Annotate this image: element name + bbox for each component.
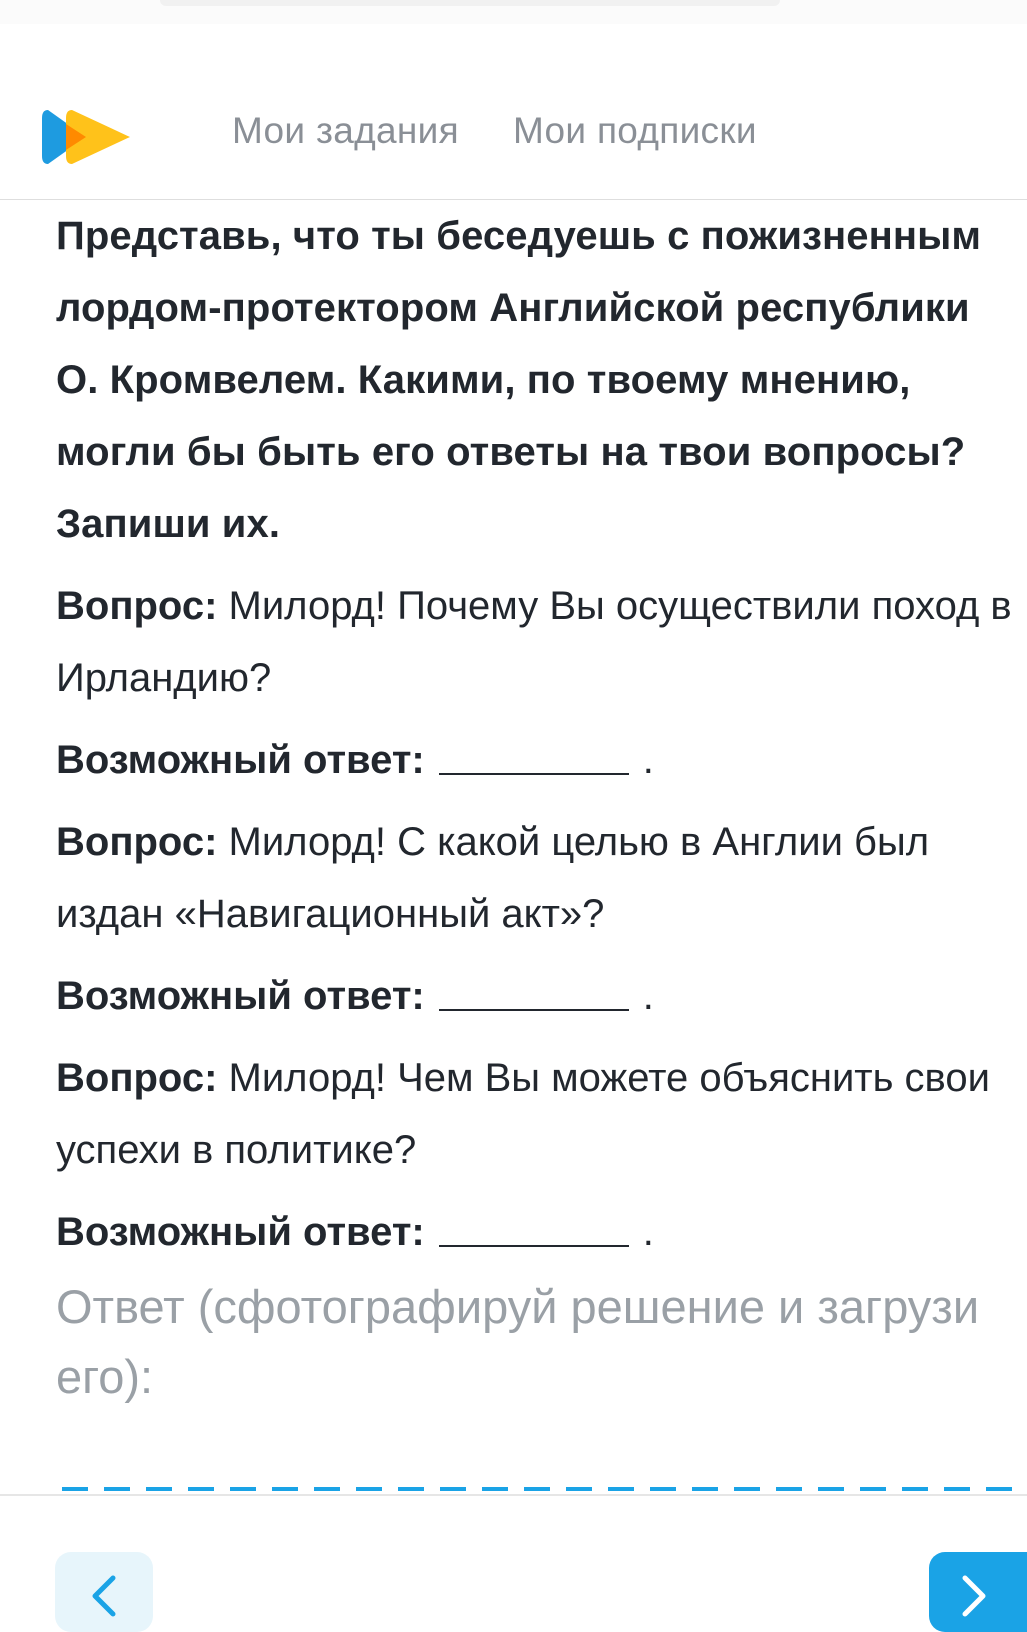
app-logo[interactable] bbox=[42, 106, 134, 168]
question-text: Милорд! Чем Вы можете объяснить свои успехи в политике? bbox=[56, 1056, 990, 1172]
qa-answer-2 bbox=[56, 960, 1016, 1032]
question-label: Вопрос: bbox=[56, 584, 218, 628]
upload-dropzone-border[interactable] bbox=[62, 1483, 1022, 1493]
answer-end: . bbox=[642, 1210, 654, 1254]
app-header bbox=[0, 24, 1027, 200]
answer-end: . bbox=[642, 974, 654, 1018]
footer-divider bbox=[0, 1494, 1027, 1496]
task-question: Представь, что ты беседуешь с пожизненным лордом-протектором Английской республики О. Кромвелем. Какими, по твоему мнению, могли бы быть его ответы на твои вопросы? Запиши их. bbox=[56, 214, 982, 546]
answer-end: . bbox=[642, 738, 654, 782]
answer-upload-hint: Ответ (сфотографируй решение и загрузи его): bbox=[56, 1280, 980, 1403]
question-label: Вопрос: bbox=[56, 1056, 218, 1100]
answer-label: Возможный ответ: bbox=[56, 974, 425, 1018]
answer-blank bbox=[439, 1245, 629, 1247]
qa-question-3 bbox=[56, 1042, 1016, 1186]
qa-question-1 bbox=[56, 570, 1016, 714]
qa-question-2 bbox=[56, 806, 1016, 950]
chevron-right-icon bbox=[929, 1552, 1027, 1632]
address-bar-edge bbox=[160, 0, 780, 6]
answer-blank bbox=[439, 1009, 629, 1011]
prev-button[interactable] bbox=[55, 1552, 153, 1632]
next-button[interactable] bbox=[929, 1552, 1027, 1632]
nav-my-subscriptions[interactable]: Мои подписки bbox=[513, 110, 757, 151]
browser-top-strip bbox=[0, 0, 1027, 25]
question-label: Вопрос: bbox=[56, 820, 218, 864]
nav-my-tasks[interactable]: Мои задания bbox=[232, 110, 459, 151]
question-text: Милорд! С какой целью в Англии был издан «Навигационный акт»? bbox=[56, 820, 930, 936]
chevron-left-icon bbox=[55, 1552, 153, 1632]
qa-answer-1 bbox=[56, 724, 1016, 796]
answer-label: Возможный ответ: bbox=[56, 738, 425, 782]
question-text: Милорд! Почему Вы осуществили поход в Ирландию? bbox=[56, 584, 1012, 700]
qa-answer-3 bbox=[56, 1196, 1016, 1268]
answer-blank bbox=[439, 773, 629, 775]
answer-label: Возможный ответ: bbox=[56, 1210, 425, 1254]
task-content bbox=[56, 200, 1016, 1412]
